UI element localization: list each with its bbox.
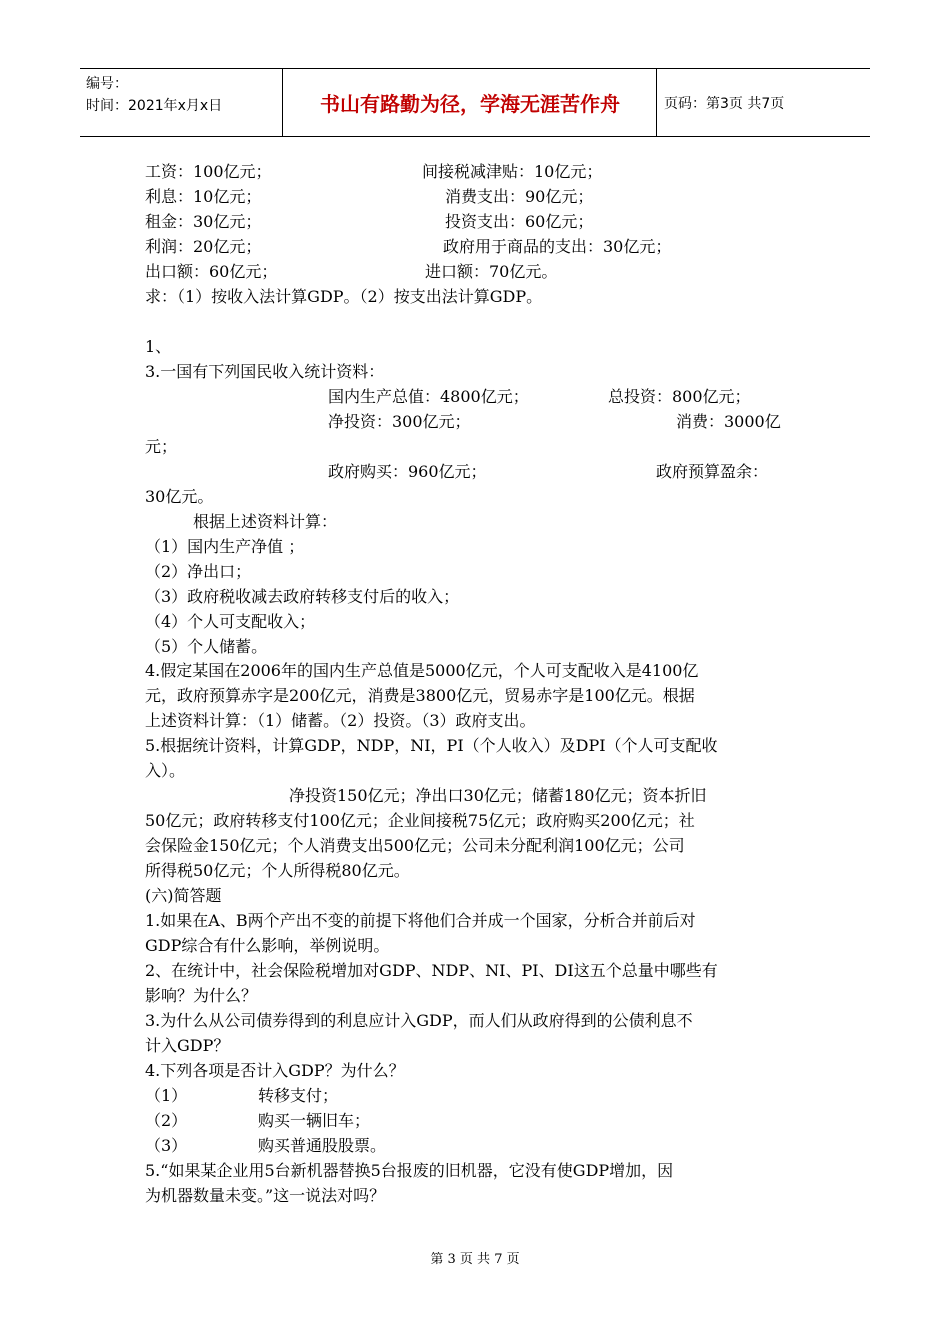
rent-line: 租金：30亿元； — [145, 212, 262, 231]
q3-consumption-cont: 元； — [145, 437, 178, 456]
page-footer: 第 3 页 共 7 页 — [430, 1252, 520, 1267]
q3-total-investment: 总投资：800亿元； — [608, 387, 751, 406]
item-one: 1、 — [145, 337, 172, 356]
s6-q4-item-text: 转移支付； — [258, 1086, 339, 1105]
wage-line: 工资：100亿元； — [145, 162, 272, 181]
number-label: 编号： — [86, 76, 128, 92]
s6-q3-line: 计入GDP？ — [145, 1036, 230, 1055]
q3-sub-item: （4）个人可支配收入； — [145, 612, 316, 631]
profit-line: 利润：20亿元； — [145, 237, 262, 256]
q5-line: 入）。 — [145, 761, 186, 780]
q5-line: 50亿元；政府转移支付100亿元；企业间接税75亿元；政府购买200亿元；社 — [145, 811, 695, 830]
header-left — [86, 73, 222, 117]
s6-q1-line: GDP综合有什么影响，举例说明。 — [145, 936, 390, 955]
q3-sub-item: （2）净出口； — [145, 562, 252, 581]
consumption-line: 消费支出：90亿元； — [445, 187, 594, 206]
page-header — [80, 68, 870, 137]
s6-q5-line: 为机器数量未变。”这一说法对吗？ — [145, 1186, 386, 1205]
s6-q4-item-num: （1） — [145, 1086, 188, 1105]
s6-q4-item-num: （3） — [145, 1136, 188, 1155]
q3-gdp: 国内生产总值：4800亿元； — [328, 387, 529, 406]
section6-title: (六)简答题 — [145, 886, 222, 905]
q5-line: 5.根据统计资料，计算GDP，NDP，NI，PI（个人收入）及DPI（个人可支配收 — [145, 736, 718, 755]
header-divider — [282, 69, 283, 136]
s6-q1-line: 1.如果在A、B两个产出不变的前提下将他们合并成一个国家，分析合并前后对 — [145, 911, 696, 930]
s6-q5-line: 5.“如果某企业用5台新机器替换5台报废的旧机器，它没有使GDP增加，因 — [145, 1161, 674, 1180]
interest-line: 利息：10亿元； — [145, 187, 262, 206]
q4-line: 上述资料计算：（1）储蓄。（2）投资。（3）政府支出。 — [145, 711, 536, 730]
investment-line: 投资支出：60亿元； — [445, 212, 594, 231]
q3-sub-item: （5）个人储蓄。 — [145, 637, 268, 656]
q5-line: 净投资150亿元；净出口30亿元；储蓄180亿元；资本折旧 — [289, 786, 707, 805]
q4-line: 元，政府预算赤字是200亿元，消费是3800亿元，贸易赤字是100亿元。根据 — [145, 686, 695, 705]
s6-q2-line: 影响？为什么？ — [145, 986, 258, 1005]
q3-calc-intro: 根据上述资料计算： — [193, 512, 338, 531]
exports-line: 出口额：60亿元； — [145, 262, 278, 281]
q4-line: 4.假定某国在2006年的国内生产总值是5000亿元，个人可支配收入是4100亿 — [145, 661, 699, 680]
q3-sub-item: （1）国内生产净值 ； — [145, 537, 305, 556]
q3-budget-surplus-cont: 30亿元。 — [145, 487, 214, 506]
q3-budget-surplus: 政府预算盈余： — [656, 462, 769, 481]
s6-q4-intro: 4.下列各项是否计入GDP？为什么？ — [145, 1061, 405, 1080]
s6-q2-line: 2、在统计中，社会保险税增加对GDP、NDP、NI、PI、DI这五个总量中哪些有 — [145, 961, 718, 980]
q3-net-investment: 净投资：300亿元； — [328, 412, 471, 431]
q3-gov-purchase: 政府购买：960亿元； — [328, 462, 487, 481]
s6-q3-line: 3.为什么从公司债券得到的利息应计入GDP，而人们从政府得到的公债利息不 — [145, 1011, 693, 1030]
header-motto: 书山有路勤为径，学海无涯苦作舟 — [320, 92, 620, 116]
gov-spending-line: 政府用于商品的支出：30亿元； — [443, 237, 672, 256]
s6-q4-item-text: 购买普通股股票。 — [258, 1136, 387, 1155]
q3-intro: 3.一国有下列国民收入统计资料： — [145, 362, 385, 381]
q3-consumption: 消费：3000亿 — [676, 412, 781, 431]
header-page-label: 页码：第3页 共7页 — [664, 95, 785, 112]
s6-q4-item-text: 购买一辆旧车； — [258, 1111, 371, 1130]
time-label: 时间：2021年x月x日 — [86, 98, 223, 114]
header-divider — [656, 69, 657, 136]
q5-line: 会保险金150亿元；个人消费支出500亿元；公司未分配利润100亿元；公司 — [145, 836, 685, 855]
q3-sub-item: （3）政府税收减去政府转移支付后的收入； — [145, 587, 460, 606]
imports-line: 进口额：70亿元。 — [425, 262, 558, 281]
s6-q4-item-num: （2） — [145, 1111, 188, 1130]
block1-question: 求：（1）按收入法计算GDP。（2）按支出法计算GDP。 — [145, 287, 543, 306]
indirect-tax-line: 间接税减津贴：10亿元； — [422, 162, 603, 181]
q5-line: 所得税50亿元；个人所得税80亿元。 — [145, 861, 410, 880]
